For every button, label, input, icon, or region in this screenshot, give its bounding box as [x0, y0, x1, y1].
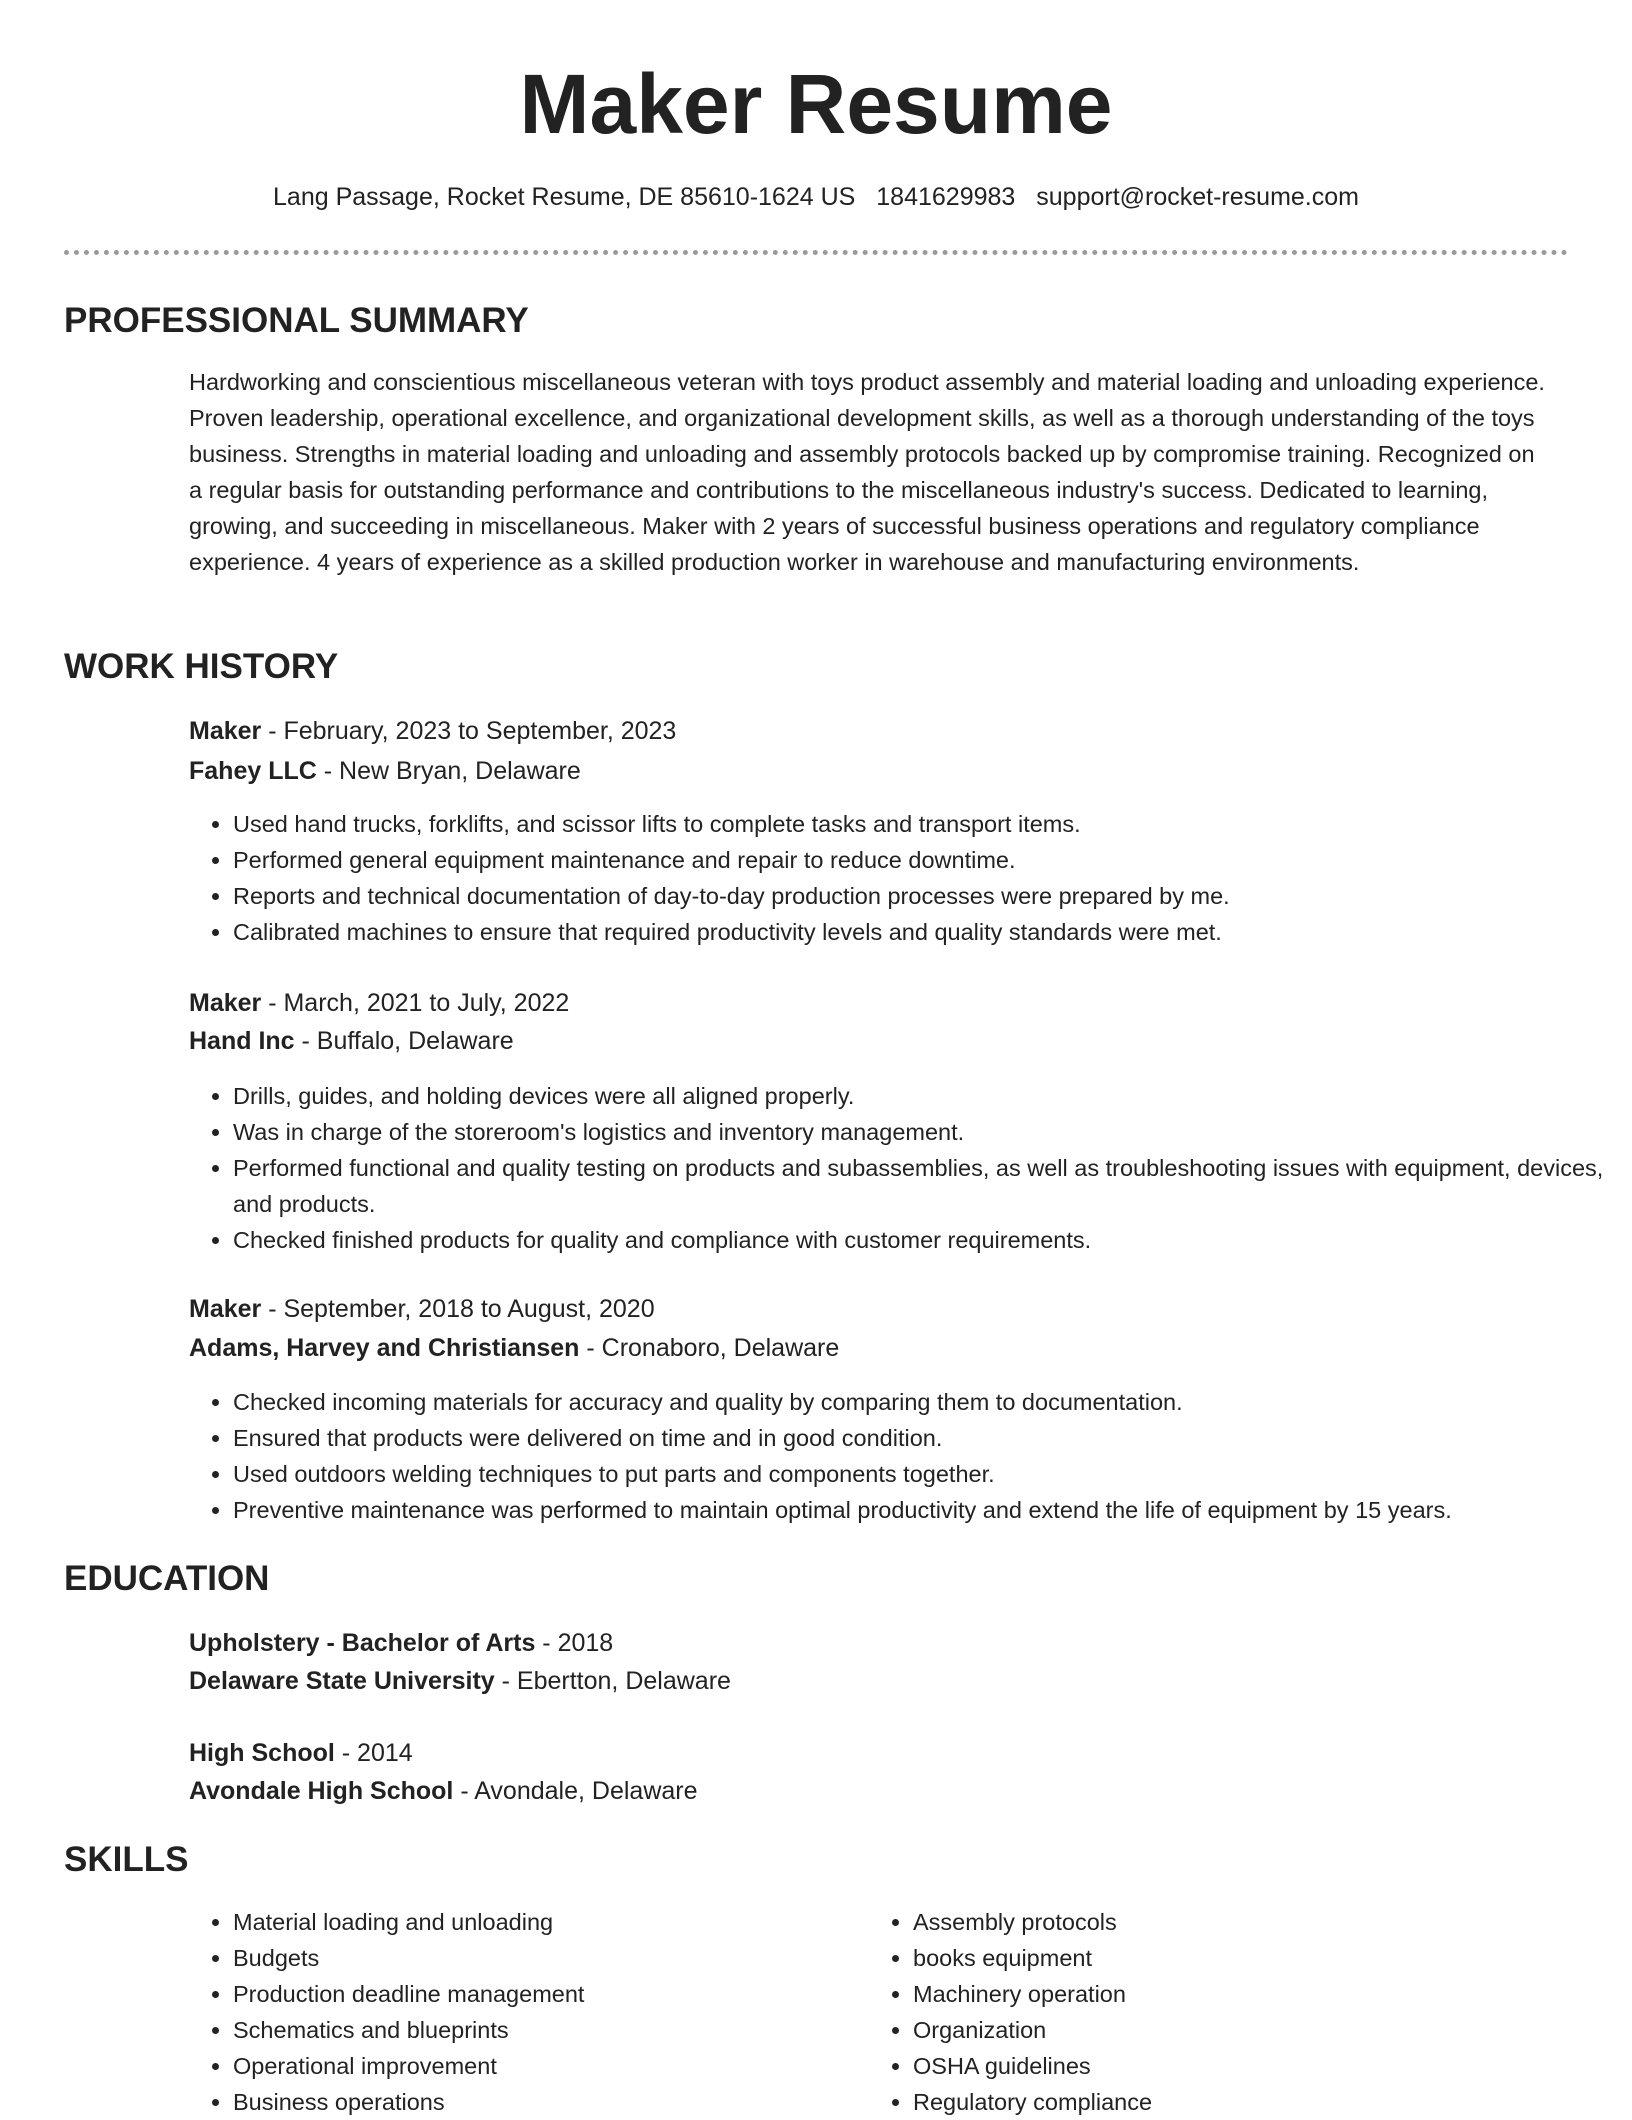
job-title-line — [189, 1292, 655, 1326]
resume-name: Maker Resume — [519, 57, 1113, 151]
skill-item: • books equipment — [913, 1940, 1533, 1976]
job-location: - New Bryan, Delaware — [316, 757, 581, 785]
skill-item: • Material loading and unloading — [233, 1904, 853, 1940]
skills-heading: SKILLS — [64, 1840, 189, 1879]
job-company-line — [189, 1024, 514, 1058]
job-company-line — [189, 1331, 839, 1365]
summary-heading: PROFESSIONAL SUMMARY — [64, 301, 529, 340]
job-bullet: • Checked finished products for quality and compliance with customer requirements. — [233, 1222, 1613, 1258]
work-history-heading: WORK HISTORY — [64, 647, 339, 686]
job-bullet: • Calibrated machines to ensure that required productivity levels and quality standards were met. — [233, 914, 1613, 950]
education-school: Delaware State University — [189, 1667, 495, 1695]
education-location: - Ebertton, Delaware — [494, 1667, 731, 1695]
skills-list-right — [869, 1904, 1533, 2120]
job-bullet: • Reports and technical documentation of day-to-day production processes were prepared by me. — [233, 878, 1613, 914]
education-school: Avondale High School — [189, 1777, 454, 1805]
job-bullets — [189, 1384, 1613, 1528]
skill-item: • Operational improvement — [233, 2048, 853, 2084]
job-bullet: • Preventive maintenance was performed to maintain optimal productivity and extend the life of equipment by 15 years. — [233, 1492, 1613, 1528]
education-location: - Avondale, Delaware — [453, 1777, 698, 1805]
job-company: Hand Inc — [189, 1027, 295, 1055]
contact-phone: 1841629983 — [876, 183, 1016, 211]
education-degree: Upholstery - Bachelor of Arts — [189, 1629, 536, 1657]
summary-text: Hardworking and conscientious miscellaneous veteran with toys product assembly and material loading and unloading experience. Proven leadership, operational excellence, and organizational development skills, as well as a thorough understanding of the toys business. Strengths in material loading and unloading and assembly protocols backed up by compromise training. Recognized on a regular basis for outstanding performance and contributions to the miscellaneous industry's success. Dedicated to learning, growing, and succeeding in miscellaneous. Maker with 2 years of successful business operations and regulatory compliance experience. 4 years of experience as a skilled production worker in warehouse and manufacturing environments. — [189, 369, 1545, 575]
skill-item: • Business operations — [233, 2084, 853, 2120]
education-degree: High School — [189, 1739, 335, 1767]
job-bullet: • Performed functional and quality testing on products and subassemblies, as well as troubleshooting issues with equipment, devices, and products. — [233, 1150, 1613, 1222]
job-bullets — [189, 1078, 1613, 1258]
job-title-line — [189, 986, 569, 1020]
education-degree-line — [189, 1626, 613, 1660]
job-location: - Buffalo, Delaware — [294, 1027, 514, 1055]
job-bullet: • Was in charge of the storeroom's logistics and inventory management. — [233, 1114, 1613, 1150]
job-bullet: • Checked incoming materials for accuracy and quality by comparing them to documentation. — [233, 1384, 1613, 1420]
education-school-line — [189, 1774, 698, 1808]
education-heading: EDUCATION — [64, 1559, 270, 1598]
job-dates: - February, 2023 to September, 2023 — [261, 717, 677, 745]
header-divider — [64, 250, 1568, 255]
skills-list-left — [189, 1904, 853, 2120]
job-bullet: • Ensured that products were delivered on time and in good condition. — [233, 1420, 1613, 1456]
contact-address: Lang Passage, Rocket Resume, DE 85610-1624 US — [273, 183, 856, 211]
skill-item: • Regulatory compliance — [913, 2084, 1533, 2120]
job-location: - Cronaboro, Delaware — [579, 1334, 840, 1362]
job-bullet: • Performed general equipment maintenance and repair to reduce downtime. — [233, 842, 1613, 878]
job-dates: - September, 2018 to August, 2020 — [261, 1295, 655, 1323]
education-year: - 2014 — [334, 1739, 413, 1767]
skill-item: • Machinery operation — [913, 1976, 1533, 2012]
skill-item: • Organization — [913, 2012, 1533, 2048]
job-bullet: • Used hand trucks, forklifts, and scissor lifts to complete tasks and transport items. — [233, 806, 1613, 842]
skill-item: • Budgets — [233, 1940, 853, 1976]
job-bullets — [189, 806, 1613, 950]
education-year: - 2018 — [535, 1629, 614, 1657]
job-role: Maker — [189, 717, 262, 745]
job-dates: - March, 2021 to July, 2022 — [261, 989, 570, 1017]
education-school-line — [189, 1664, 731, 1698]
job-company: Adams, Harvey and Christiansen — [189, 1334, 580, 1362]
job-title-line — [189, 714, 676, 748]
job-bullet: • Drills, guides, and holding devices were all aligned properly. — [233, 1078, 1613, 1114]
job-company-line — [189, 754, 581, 788]
skill-item: • OSHA guidelines — [913, 2048, 1533, 2084]
skill-item: • Assembly protocols — [913, 1904, 1533, 1940]
skill-item: • Production deadline management — [233, 1976, 853, 2012]
contact-email: support@rocket-resume.com — [1036, 183, 1359, 211]
job-role: Maker — [189, 1295, 262, 1323]
skill-item: • Schematics and blueprints — [233, 2012, 853, 2048]
job-role: Maker — [189, 989, 262, 1017]
education-degree-line — [189, 1736, 413, 1770]
contact-line — [0, 180, 1632, 214]
job-bullet: • Used outdoors welding techniques to put parts and components together. — [233, 1456, 1613, 1492]
job-company: Fahey LLC — [189, 757, 317, 785]
